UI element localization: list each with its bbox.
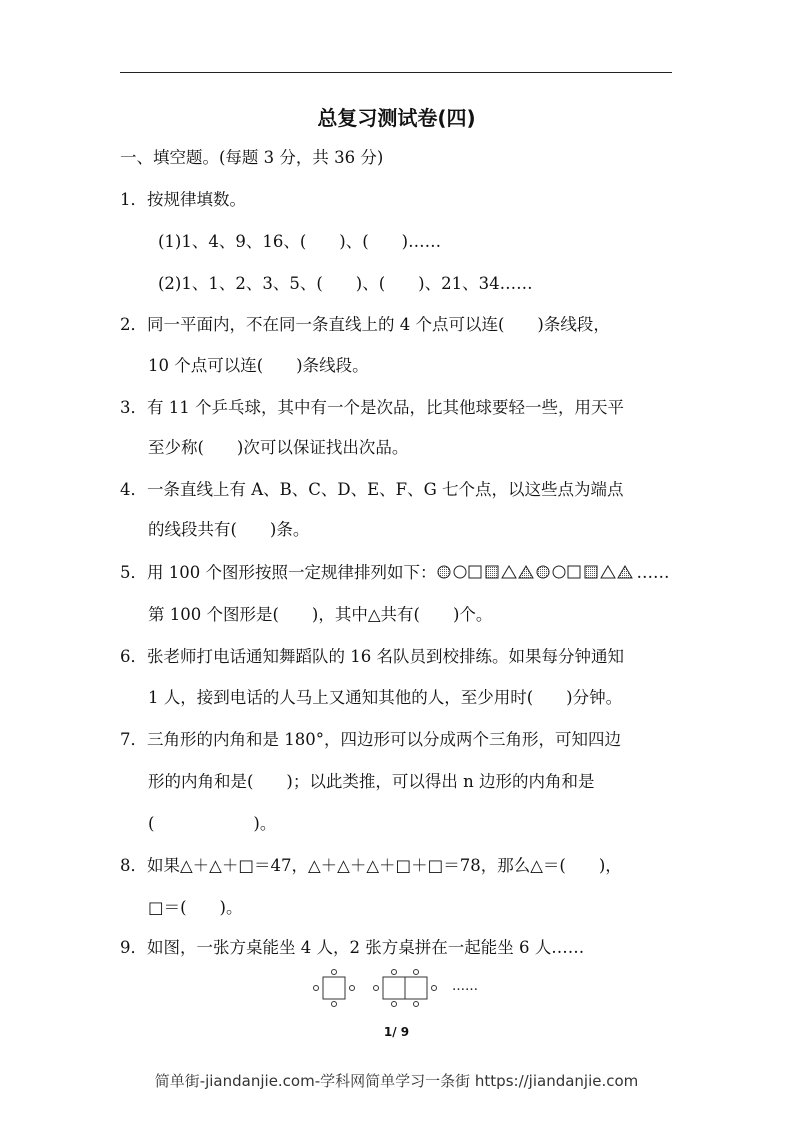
header-rule [120,72,672,73]
question-2: 2．同一平面内，不在同一条直线上的 4 个点可以连( )条线段， [120,315,610,334]
question-8-cont: □＝( )。 [148,898,243,917]
page-number: 1/ 9 [383,1025,410,1039]
question-1-part-2: (2)1、1、2、3、5、( )、( )、21、34…… [158,274,533,293]
question-5-text: 5．用 100 个图形按照一定规律排列如下： [120,563,437,582]
page-title: 总复习测试卷(四) [317,106,476,130]
question-7-cont-2: ( )。 [148,814,277,833]
question-5 [120,561,669,585]
question-6-cont: 1 人，接到电话的人马上又通知其他的人，至少用时( )分钟。 [148,688,623,707]
question-1-part-1: (1)1、4、9、16、( )、( )…… [158,232,442,251]
shape-sequence-icon [436,563,636,581]
question-5-cont: 第 100 个图形是( )，其中△共有( )个。 [148,605,493,624]
question-9: 9．如图，一张方桌能坐 4 人，2 张方桌拼在一起能坐 6 人…… [120,938,585,957]
question-7: 7．三角形的内角和是 180°，四边形可以分成两个三角形，可知四边 [120,730,621,749]
section-heading: 一、填空题。(每题 3 分，共 36 分) [120,148,384,167]
figure-ellipsis: …… [452,979,478,994]
question-4: 4．一条直线上有 A、B、C、D、E、F、G 七个点，以这些点为端点 [120,480,624,499]
question-7-cont: 形的内角和是( )；以此类推，可以得出 n 边形的内角和是 [148,772,595,791]
question-8: 8．如果△＋△＋□＝47，△＋△＋△＋□＋□＝78，那么△＝( )， [120,856,622,875]
tables-figure [300,965,500,1019]
question-2-cont: 10 个点可以连( )条线段。 [148,356,369,375]
question-3: 3．有 11 个乒乓球，其中有一个是次品，比其他球要轻一些，用天平 [120,398,624,417]
question-4-cont: 的线段共有( )条。 [148,520,310,539]
question-5-ellipsis: …… [636,563,670,582]
question-3-cont: 至少称( )次可以保证找出次品。 [148,438,409,457]
footer-watermark: 简单街-jiandanjie.com-学科网简单学习一条街 https://jiandanjie.com [154,1072,639,1090]
question-6: 6．张老师打电话通知舞蹈队的 16 名队员到校排练。如果每分钟通知 [120,647,624,666]
question-1: 1．按规律填数。 [120,190,246,209]
